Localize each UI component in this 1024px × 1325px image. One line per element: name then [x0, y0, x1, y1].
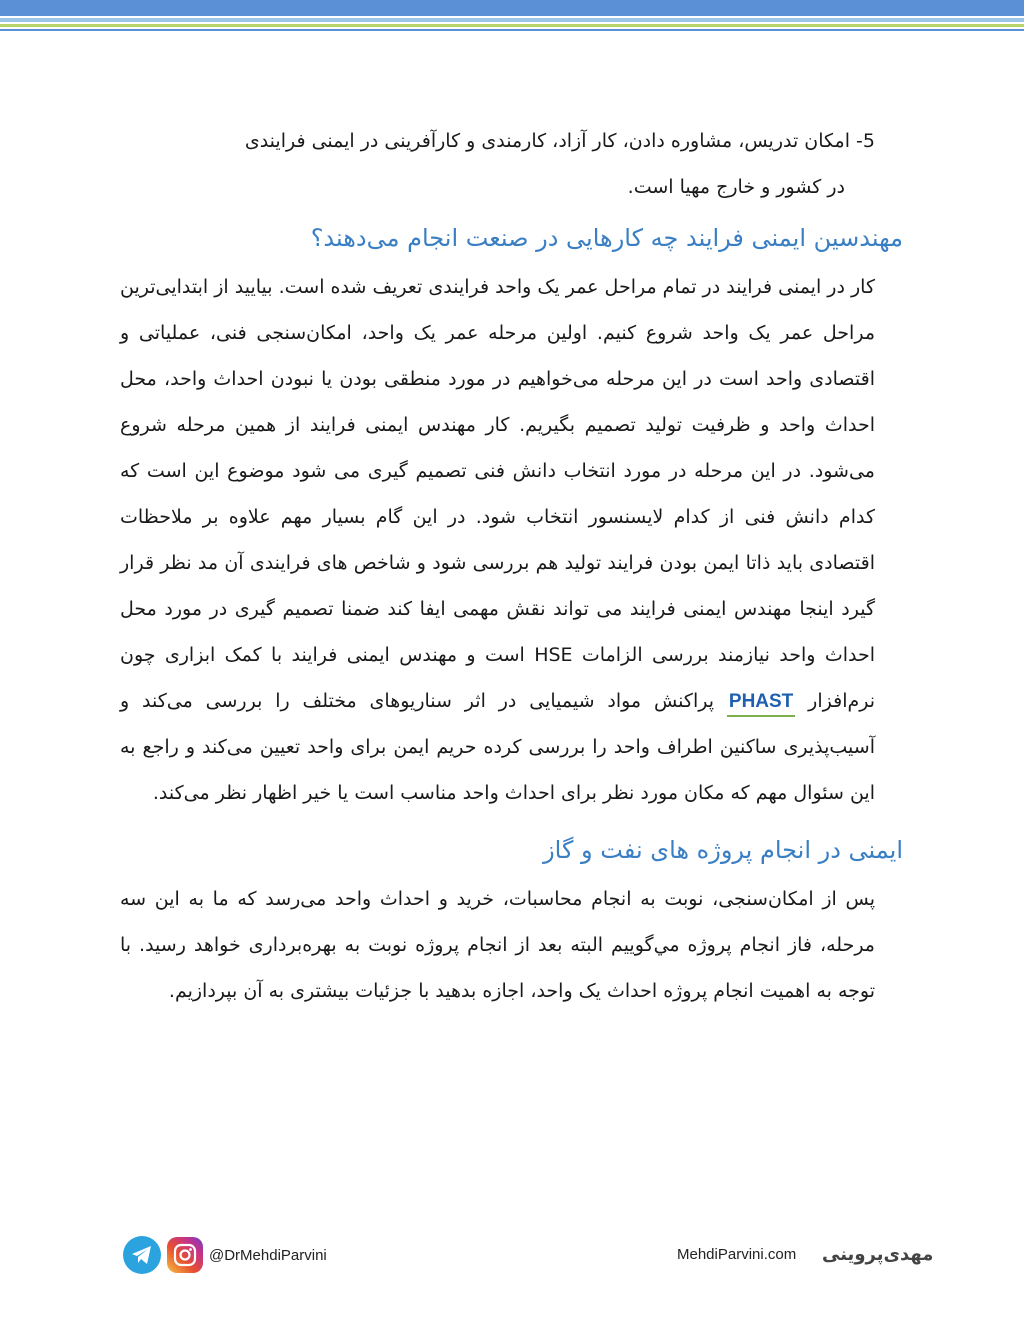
section-heading-engineers: مهندسین ایمنی فرایند چه کارهایی در صنعت انجام می‌دهند؟: [310, 224, 903, 252]
phast-link[interactable]: PHAST: [727, 689, 795, 717]
social-handle[interactable]: @DrMehdiParvini: [209, 1246, 327, 1264]
paragraph-text-part2: پراکنش مواد شیمیایی در اثر سناریوهای مختلف را بررسی می‌کند و آسیب‌پذیری ساکنین اطراف واحد را بررسی کرده حریم ایمن برای واحد تعیین می‌کند و راجع به این سئوال مهم که مکان مورد نظر برای احداث واحد مناسب است یا خیر اظهار نظر می‌کند.: [120, 690, 875, 804]
paragraph-project-phase: پس از امکان‌سنجی، نوبت به انجام محاسبات، خرید و احداث واحد می‌رسد که ما به این سه مرحله، فاز انجام پروژه مي‌گوییم البته بعد از انجام پروژه نوبت به بهره‌برداری خواهد رسید. با توجه به اهمیت انجام پروژه احداث یک واحد، اجازه بدهید با جزئیات بیشتری به آن بپردازیم.: [120, 888, 875, 1002]
page-content: [120, 118, 903, 1014]
social-links: [123, 1236, 327, 1274]
top-bar-thin: [0, 29, 1024, 31]
telegram-icon[interactable]: [123, 1236, 161, 1274]
list-item-line1: 5- امکان تدریس، مشاوره دادن، کار آزاد، کارمندی و کارآفرینی در ایمنی فرایندی: [244, 130, 875, 152]
instagram-icon[interactable]: [167, 1237, 203, 1273]
logo-text: مهدی‌پروینی: [822, 1243, 934, 1265]
top-bar-green: [0, 24, 1024, 27]
paragraph-text-part1: کار در ایمنی فرایند در تمام مراحل عمر یک واحد فرایندی تعریف شده است. بیایید از ابتدایی‌ترین مراحل عمر یک واحد شروع کنیم. اولین مرحله عمر یک واحد، امکان‌سنجی فنی، عملیاتی و اقتصادی واحد است در این مرحله می‌خواهیم در مورد منطقی بودن یا نبودن احداث واحد، محل احداث واحد و ظرفیت تولید تصمیم بگیریم. کار مهندس ایمنی فرایند از همین مرحله شروع می‌شود. در این مرحله در مورد انتخاب دانش فنی تصمیم گیری می شود موضوع این است که کدام دانش فنی از کدام لایسنسور انتخاب شود. در این گام بسیار مهم علاوه بر ملاحظات اقتصادی باید ذاتا ایمن بودن فرایند تولید هم بررسی شود و شاخص های فرایندی آن مد نظر قرار گیرد اینجا مهندس ایمنی فرایند می تواند نقش مهمی ایفا کند ضمنا تصمیم گیری در مورد محل احداث واحد نیازمند بررسی الزامات HSE است و مهندس ایمنی فرایند با کمک ابزاری چون نرم‌افزار: [120, 276, 876, 712]
top-bar-light: [0, 18, 1024, 22]
brand-logo: [816, 1236, 934, 1272]
paragraph-engineers-work: [120, 264, 875, 816]
section-heading-oil-gas: ایمنی در انجام پروژه های نفت و گاز: [543, 836, 903, 864]
list-item: [120, 118, 875, 210]
website-link[interactable]: MehdiParvini.com: [677, 1246, 797, 1263]
top-bar-primary: [0, 0, 1024, 16]
list-item-line2: در کشور و خارج مهیا است.: [627, 176, 845, 198]
footer: [0, 1232, 1024, 1282]
